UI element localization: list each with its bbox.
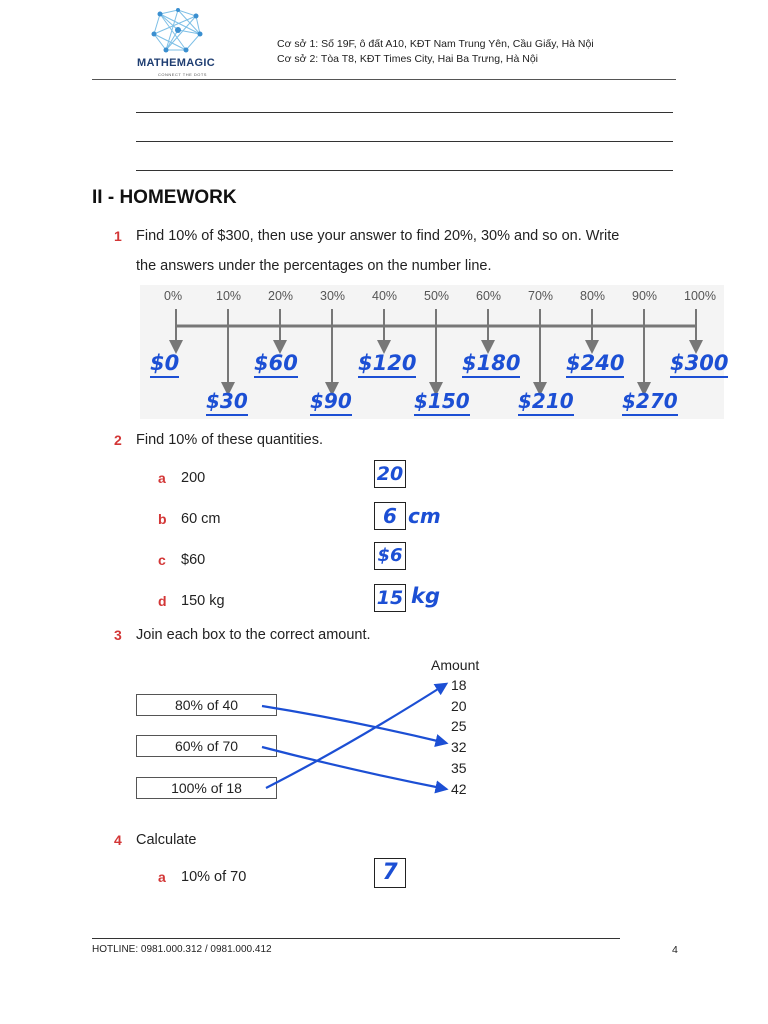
connection-100-of-18-to-18 <box>266 684 446 788</box>
connection-60-of-70-to-42 <box>262 747 446 789</box>
percent-label: 100% <box>684 289 716 303</box>
number-line-answer: $120 <box>358 351 416 378</box>
connection-80-of-40-to-32 <box>262 706 446 743</box>
amount-item: 18 <box>451 677 467 693</box>
q4-item-a-answer: 7 <box>374 858 406 888</box>
number-line-answer: $150 <box>414 389 470 416</box>
join-box-3: 100% of 18 <box>136 777 277 799</box>
number-line-answer: $0 <box>150 351 179 378</box>
number-line-answer: $240 <box>566 351 624 378</box>
q2-item-d-text: 150 kg <box>181 593 225 609</box>
question-1-text-line-1: Find 10% of $300, then use your answer to find 20%, 30% and so on. Write <box>136 228 620 244</box>
logo-name: MATHEMAGIC <box>137 57 215 69</box>
logo-network-icon <box>138 8 218 56</box>
q2-item-b-answer: 6 <box>374 502 406 530</box>
q2-item-d-answer: 15 <box>374 584 406 612</box>
question-2-number: 2 <box>114 432 122 448</box>
question-4-text: Calculate <box>136 832 197 848</box>
percent-label: 10% <box>216 289 242 303</box>
amount-header: Amount <box>431 657 480 673</box>
footer-divider <box>92 938 620 939</box>
q2-item-c-answer: $6 <box>374 542 406 570</box>
question-4-number: 4 <box>114 832 122 848</box>
address-line-2: Cơ sở 2: Tòa T8, KĐT Times City, Hai Ba Trưng, Hà Nội <box>277 53 539 65</box>
number-line-answer: $90 <box>310 389 352 416</box>
join-box-1: 80% of 40 <box>136 694 277 716</box>
q2-item-c-text: $60 <box>181 552 206 568</box>
logo-tagline: CONNECT THE DOTS <box>158 72 207 77</box>
join-box-2: 60% of 70 <box>136 735 277 757</box>
percent-label: 20% <box>268 289 294 303</box>
header-divider <box>92 79 676 80</box>
q2-item-a-answer: 20 <box>374 460 406 488</box>
q4-item-a-text: 10% of 70 <box>181 869 247 885</box>
address-line-1: Cơ sở 1: Số 19F, ô đất A10, KĐT Nam Trung Yên, Cầu Giấy, Hà Nội <box>277 38 594 50</box>
number-line-answer: $180 <box>462 351 520 378</box>
amount-item: 20 <box>451 698 467 714</box>
q2-item-a-text: 200 <box>181 470 206 486</box>
percent-label: 30% <box>320 289 346 303</box>
amount-item: 42 <box>451 781 467 797</box>
q4-item-a-letter: a <box>158 869 166 885</box>
number-line-answer: $210 <box>518 389 574 416</box>
question-3-number: 3 <box>114 627 122 643</box>
percent-label: 50% <box>424 289 450 303</box>
number-line-answer: $30 <box>206 389 248 416</box>
question-1-text-line-2: the answers under the percentages on the number line. <box>136 258 492 274</box>
question-1-number: 1 <box>114 228 122 244</box>
amount-item: 32 <box>451 739 467 755</box>
section-title: II - HOMEWORK <box>92 187 237 208</box>
answer-line <box>136 112 673 113</box>
q2-item-b-letter: b <box>158 511 167 527</box>
q2-item-a-letter: a <box>158 470 166 486</box>
footer-hotline: HOTLINE: 0981.000.312 / 0981.000.412 <box>92 944 272 955</box>
number-line-answer: $300 <box>670 351 728 378</box>
percent-label: 0% <box>164 289 183 303</box>
number-line-answer: $60 <box>254 351 298 378</box>
amount-item: 25 <box>451 718 467 734</box>
q2-item-b-text: 60 cm <box>181 511 221 527</box>
q2-item-d-letter: d <box>158 593 167 609</box>
logo <box>138 8 218 56</box>
answer-line <box>136 170 673 171</box>
percent-label: 40% <box>372 289 398 303</box>
percent-label: 80% <box>580 289 606 303</box>
question-3-text: Join each box to the correct amount. <box>136 627 371 643</box>
number-line-answer: $270 <box>622 389 678 416</box>
question-2-text: Find 10% of these quantities. <box>136 432 324 448</box>
q2-item-d-unit: kg <box>411 584 440 608</box>
q2-item-c-letter: c <box>158 552 166 568</box>
answer-line <box>136 141 673 142</box>
amount-item: 35 <box>451 760 467 776</box>
percent-label: 60% <box>476 289 502 303</box>
q2-item-b-unit: cm <box>408 504 441 528</box>
page-number: 4 <box>672 944 678 956</box>
percent-label: 70% <box>528 289 554 303</box>
percent-label: 90% <box>632 289 658 303</box>
